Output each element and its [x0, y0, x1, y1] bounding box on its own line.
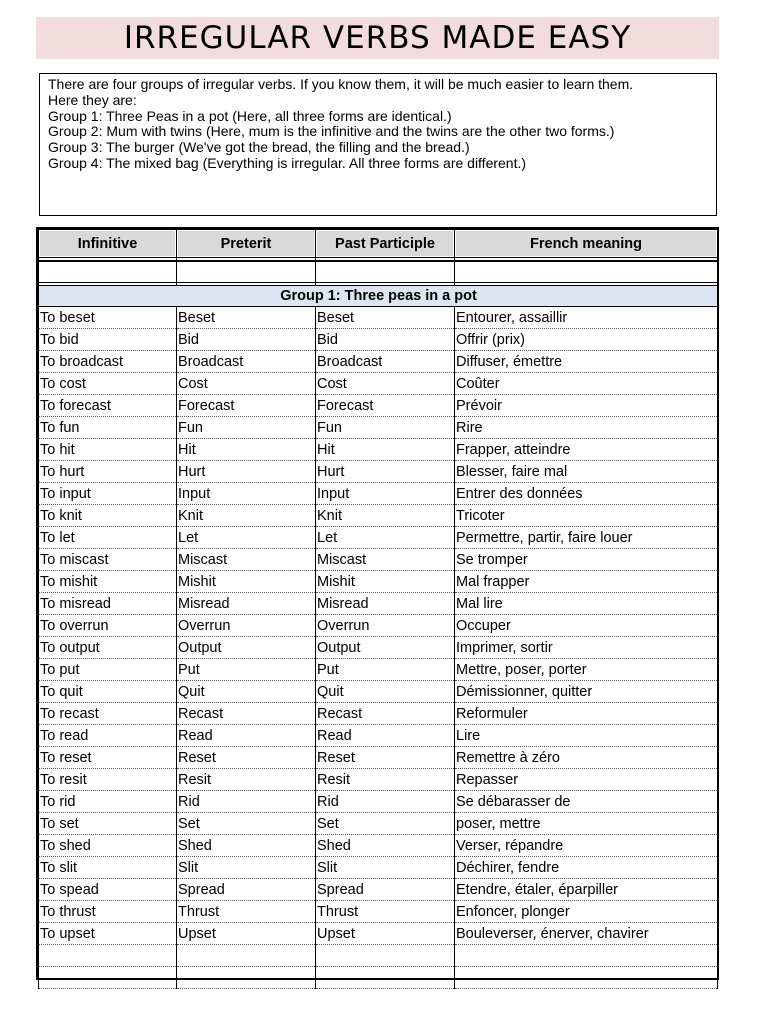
- cell-french-meaning: Tricoter: [455, 505, 718, 527]
- cell-past-participle: Quit: [316, 681, 455, 703]
- cell-infinitive: To rid: [39, 791, 177, 813]
- cell-infinitive: To thrust: [39, 901, 177, 923]
- cell-preterit: Let: [177, 527, 316, 549]
- cell-infinitive: To spead: [39, 879, 177, 901]
- cell-infinitive: To knit: [39, 505, 177, 527]
- cell-past-participle: Thrust: [316, 901, 455, 923]
- table-row: [39, 373, 718, 395]
- cell-infinitive: To reset: [39, 747, 177, 769]
- cell-french-meaning: Coûter: [455, 373, 718, 395]
- cell-past-participle: Reset: [316, 747, 455, 769]
- header-french-meaning: French meaning: [455, 230, 718, 258]
- table-row: [39, 923, 718, 945]
- cell-preterit: Spread: [177, 879, 316, 901]
- table-row: [39, 615, 718, 637]
- header-past-participle: Past Participle: [316, 230, 455, 258]
- table-row: [39, 505, 718, 527]
- table-row: [39, 835, 718, 857]
- cell-preterit: Resit: [177, 769, 316, 791]
- cell-infinitive: To input: [39, 483, 177, 505]
- cell-infinitive: To slit: [39, 857, 177, 879]
- cell-infinitive: To shed: [39, 835, 177, 857]
- cell-preterit: Broadcast: [177, 351, 316, 373]
- cell-french-meaning: Prévoir: [455, 395, 718, 417]
- cell-past-participle: Hurt: [316, 461, 455, 483]
- table-row: [39, 813, 718, 835]
- cell-preterit: Misread: [177, 593, 316, 615]
- cell-preterit: Knit: [177, 505, 316, 527]
- header-infinitive: Infinitive: [39, 230, 177, 258]
- table-row: [39, 901, 718, 923]
- cell-preterit: Reset: [177, 747, 316, 769]
- cell-past-participle: Set: [316, 813, 455, 835]
- intro-line: Group 2: Mum with twins (Here, mum is the infinitive and the twins are the other two forms.): [48, 123, 615, 140]
- table-row: [39, 791, 718, 813]
- cell-french-meaning: Déchirer, fendre: [455, 857, 718, 879]
- cell-preterit: Put: [177, 659, 316, 681]
- cell-past-participle: Shed: [316, 835, 455, 857]
- cell-infinitive: To output: [39, 637, 177, 659]
- cell-preterit: Recast: [177, 703, 316, 725]
- intro-line: Group 3: The burger (We've got the bread, the filling and the bread.): [48, 139, 470, 156]
- cell-past-participle: Broadcast: [316, 351, 455, 373]
- cell-past-participle: Output: [316, 637, 455, 659]
- cell-french-meaning: Verser, répandre: [455, 835, 718, 857]
- cell-french-meaning: Reformuler: [455, 703, 718, 725]
- cell-french-meaning: Occuper: [455, 615, 718, 637]
- table-header-row: [39, 230, 718, 258]
- cell-infinitive: To mishit: [39, 571, 177, 593]
- cell-french-meaning: poser, mettre: [455, 813, 718, 835]
- table-row: [39, 747, 718, 769]
- title-banner: [36, 17, 719, 59]
- table-empty-row: [39, 945, 718, 967]
- cell-french-meaning: Démissionner, quitter: [455, 681, 718, 703]
- cell-french-meaning: Lire: [455, 725, 718, 747]
- cell-preterit: Overrun: [177, 615, 316, 637]
- cell-past-participle: Let: [316, 527, 455, 549]
- table-row: [39, 659, 718, 681]
- cell-preterit: Forecast: [177, 395, 316, 417]
- cell-french-meaning: Entrer des données: [455, 483, 718, 505]
- cell-preterit: Output: [177, 637, 316, 659]
- table-row: [39, 681, 718, 703]
- cell-infinitive: To overrun: [39, 615, 177, 637]
- cell-past-participle: Hit: [316, 439, 455, 461]
- table-row: [39, 461, 718, 483]
- cell-infinitive: To hurt: [39, 461, 177, 483]
- cell-french-meaning: Remettre à zéro: [455, 747, 718, 769]
- cell-infinitive: To bid: [39, 329, 177, 351]
- cell-infinitive: To put: [39, 659, 177, 681]
- cell-preterit: Thrust: [177, 901, 316, 923]
- cell-past-participle: Input: [316, 483, 455, 505]
- cell-past-participle: Forecast: [316, 395, 455, 417]
- table-row: [39, 527, 718, 549]
- cell-french-meaning: Mal lire: [455, 593, 718, 615]
- table-row: [39, 395, 718, 417]
- cell-infinitive: To upset: [39, 923, 177, 945]
- cell-preterit: Hit: [177, 439, 316, 461]
- table-row: [39, 483, 718, 505]
- cell-preterit: Beset: [177, 307, 316, 329]
- cell-french-meaning: Frapper, atteindre: [455, 439, 718, 461]
- cell-french-meaning: Se débarasser de: [455, 791, 718, 813]
- table-row: [39, 637, 718, 659]
- cell-past-participle: Beset: [316, 307, 455, 329]
- cell-preterit: Miscast: [177, 549, 316, 571]
- cell-french-meaning: Permettre, partir, faire louer: [455, 527, 718, 549]
- cell-infinitive: To forecast: [39, 395, 177, 417]
- intro-box: [39, 73, 717, 216]
- cell-preterit: Quit: [177, 681, 316, 703]
- cell-past-participle: Recast: [316, 703, 455, 725]
- cell-preterit: Cost: [177, 373, 316, 395]
- table-empty-row: [39, 967, 718, 989]
- intro-line: There are four groups of irregular verbs. If you know them, it will be much easier to learn them.: [48, 76, 634, 92]
- cell-past-participle: Knit: [316, 505, 455, 527]
- table-row: [39, 351, 718, 373]
- table-row: [39, 769, 718, 791]
- table-row: [39, 857, 718, 879]
- page-title: IRREGULAR VERBS MADE EASY: [123, 20, 632, 56]
- table-row: [39, 725, 718, 747]
- table-row: [39, 417, 718, 439]
- table-row: [39, 307, 718, 329]
- cell-preterit: Bid: [177, 329, 316, 351]
- table-row: [39, 593, 718, 615]
- cell-infinitive: To miscast: [39, 549, 177, 571]
- cell-french-meaning: Imprimer, sortir: [455, 637, 718, 659]
- cell-french-meaning: Diffuser, émettre: [455, 351, 718, 373]
- table-row: [39, 571, 718, 593]
- cell-preterit: Hurt: [177, 461, 316, 483]
- cell-infinitive: To recast: [39, 703, 177, 725]
- cell-preterit: Mishit: [177, 571, 316, 593]
- cell-past-participle: Read: [316, 725, 455, 747]
- cell-infinitive: To resit: [39, 769, 177, 791]
- table-row: [39, 879, 718, 901]
- group-heading-row: [39, 286, 718, 307]
- intro-line: Here they are:: [48, 91, 137, 108]
- table-row: [39, 439, 718, 461]
- intro-line: Group 1: Three Peas in a pot (Here, all three forms are identical.): [48, 107, 452, 124]
- intro-line: Group 4: The mixed bag (Everything is irregular. All three forms are different.): [48, 154, 527, 171]
- cell-infinitive: To beset: [39, 307, 177, 329]
- cell-preterit: Shed: [177, 835, 316, 857]
- cell-preterit: Slit: [177, 857, 316, 879]
- cell-french-meaning: Rire: [455, 417, 718, 439]
- cell-french-meaning: Blesser, faire mal: [455, 461, 718, 483]
- cell-past-participle: Miscast: [316, 549, 455, 571]
- cell-infinitive: To read: [39, 725, 177, 747]
- cell-french-meaning: Mal frapper: [455, 571, 718, 593]
- cell-preterit: Set: [177, 813, 316, 835]
- cell-past-participle: Rid: [316, 791, 455, 813]
- cell-past-participle: Put: [316, 659, 455, 681]
- cell-preterit: Upset: [177, 923, 316, 945]
- cell-past-participle: Fun: [316, 417, 455, 439]
- cell-infinitive: To let: [39, 527, 177, 549]
- cell-french-meaning: Enfoncer, plonger: [455, 901, 718, 923]
- cell-french-meaning: Etendre, étaler, éparpiller: [455, 879, 718, 901]
- table-row: [39, 549, 718, 571]
- cell-infinitive: To hit: [39, 439, 177, 461]
- group-heading: Group 1: Three peas in a pot: [39, 286, 718, 307]
- cell-french-meaning: Mettre, poser, porter: [455, 659, 718, 681]
- cell-french-meaning: Offrir (prix): [455, 329, 718, 351]
- cell-past-participle: Resit: [316, 769, 455, 791]
- cell-infinitive: To broadcast: [39, 351, 177, 373]
- cell-preterit: Read: [177, 725, 316, 747]
- cell-past-participle: Slit: [316, 857, 455, 879]
- cell-past-participle: Upset: [316, 923, 455, 945]
- cell-preterit: Fun: [177, 417, 316, 439]
- cell-past-participle: Misread: [316, 593, 455, 615]
- table-empty-row: [39, 261, 718, 283]
- cell-preterit: Rid: [177, 791, 316, 813]
- table-row: [39, 329, 718, 351]
- cell-preterit: Input: [177, 483, 316, 505]
- verb-table-container: [36, 227, 719, 980]
- cell-french-meaning: Repasser: [455, 769, 718, 791]
- table-row: [39, 703, 718, 725]
- cell-infinitive: To set: [39, 813, 177, 835]
- cell-past-participle: Spread: [316, 879, 455, 901]
- header-preterit: Preterit: [177, 230, 316, 258]
- cell-infinitive: To cost: [39, 373, 177, 395]
- cell-past-participle: Mishit: [316, 571, 455, 593]
- cell-french-meaning: Entourer, assaillir: [455, 307, 718, 329]
- verb-table: [38, 229, 718, 989]
- cell-french-meaning: Se tromper: [455, 549, 718, 571]
- cell-past-participle: Bid: [316, 329, 455, 351]
- cell-infinitive: To fun: [39, 417, 177, 439]
- cell-infinitive: To quit: [39, 681, 177, 703]
- cell-french-meaning: Bouleverser, énerver, chavirer: [455, 923, 718, 945]
- cell-past-participle: Overrun: [316, 615, 455, 637]
- cell-infinitive: To misread: [39, 593, 177, 615]
- cell-past-participle: Cost: [316, 373, 455, 395]
